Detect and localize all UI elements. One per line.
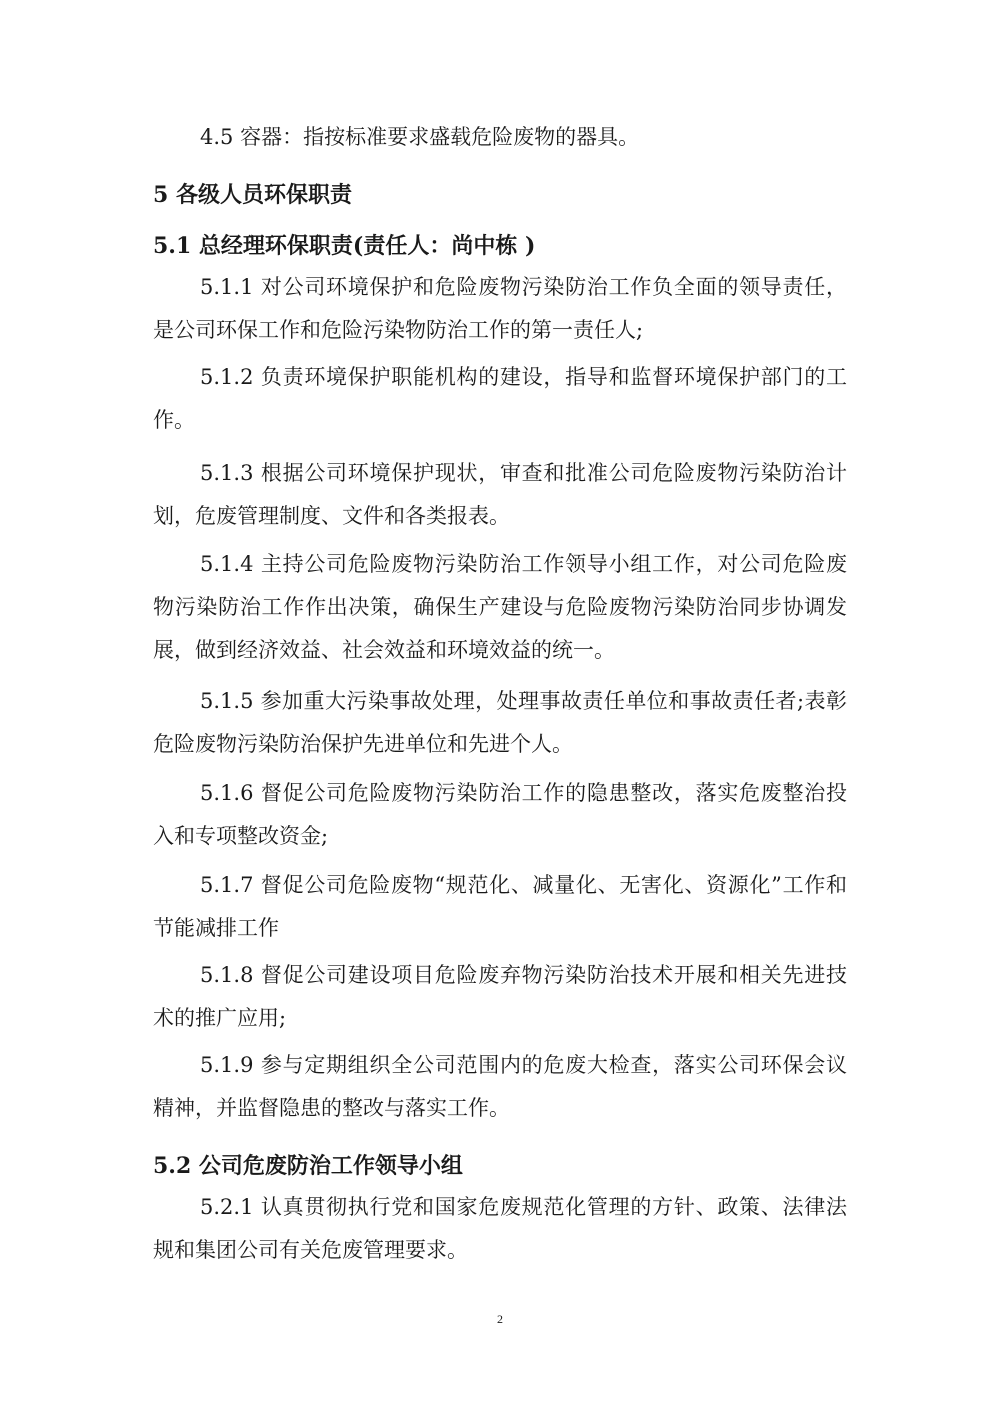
section-heading-5: 5 各级人员环保职责	[153, 182, 352, 208]
subsection-heading-5-1: 5.1 总经理环保职责(责任人：尚中栋 )	[153, 233, 536, 259]
paragraph-5-1-4: 5.1.4 主持公司危险废物污染防治工作领导小组工作，对公司危险废物污染防治工作作出决策，确保生产建设与危险废物污染防治同步协调发展，做到经济效益、社会效益和环境效益的统一。	[153, 552, 847, 662]
paragraph-5-1-3: 5.1.3 根据公司环境保护现状，审查和批准公司危险废物污染防治计划，危废管理制度、文件和各类报表。	[153, 461, 847, 528]
paragraph-5-1-1: 5.1.1 对公司环境保护和危险废物污染防治工作负全面的领导责任，是公司环保工作和危险污染物防治工作的第一责任人;	[153, 275, 847, 342]
paragraph-5-1-2: 5.1.2 负责环境保护职能机构的建设，指导和监督环境保护部门的工作。	[153, 365, 847, 432]
paragraph-5-1-8: 5.1.8 督促公司建设项目危险废弃物污染防治技术开展和相关先进技术的推广应用;	[153, 963, 847, 1030]
subsection-heading-5-2: 5.2 公司危废防治工作领导小组	[153, 1153, 463, 1179]
paragraph-5-1-6: 5.1.6 督促公司危险废物污染防治工作的隐患整改，落实危废整治投入和专项整改资金;	[153, 781, 847, 848]
paragraph-5-2-1: 5.2.1 认真贯彻执行党和国家危废规范化管理的方针、政策、法律法规和集团公司有关危废管理要求。	[153, 1195, 847, 1262]
page-number: 2	[497, 1312, 503, 1326]
paragraph-5-1-7: 5.1.7 督促公司危险废物“规范化、减量化、无害化、资源化”工作和节能减排工作	[153, 873, 847, 940]
paragraph-5-1-9: 5.1.9 参与定期组织全公司范围内的危废大检查，落实公司环保会议精神，并监督隐患的整改与落实工作。	[153, 1053, 847, 1120]
paragraph-4-5: 4.5 容器：指按标准要求盛载危险废物的器具。	[200, 125, 640, 149]
paragraph-5-1-5: 5.1.5 参加重大污染事故处理，处理事故责任单位和事故责任者;表彰危险废物污染防治保护先进单位和先进个人。	[153, 689, 847, 756]
